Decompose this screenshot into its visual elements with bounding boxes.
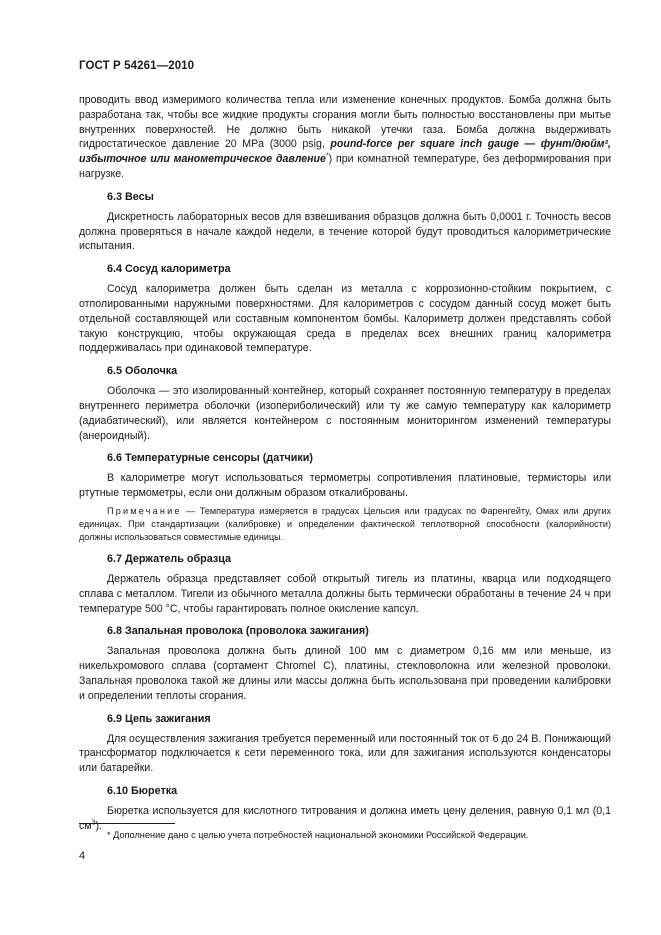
section-heading-6-8: 6.8 Запальная проволока (проволока зажигания) (107, 625, 369, 638)
note-paragraph (79, 505, 611, 544)
footnote-marker: * (325, 152, 329, 160)
document-id: ГОСТ Р 54261—2010 (79, 60, 195, 72)
superscript: 3 (91, 819, 96, 827)
note-label: Примечание (107, 505, 182, 516)
footnote-divider (79, 823, 175, 824)
document-body (79, 93, 611, 834)
section-text-6-6: В калориметре могут использоваться термометры сопротивления платиновые, термисторы или ртутные термометры, если они должным образом откалиброваны. (79, 472, 611, 500)
section-text-6-4: Сосуд калориметра должен быть сделан из металла с коррозионно-стойким покрытием, с отполированными наружными поверхностями. Для калориметров с сосудом данный сосуд может быть отдельной составляющей или составным компонентом бомбы. Калориметр должен представлять собой такую конструкцию, чтобы окружающая среда в пределах всех внешних границ калориметра поддерживалась при одинаковой температуре. (79, 283, 611, 355)
section-text-6-5: Оболочка — это изолированный контейнер, который сохраняет постоянную температуру в пределах внутреннего периметра оболочки (изопериболический) или ту же самую температуру как калориметр (адиабатический), или является контейнером с постоянным мониторингом изменений температуры (анероидный). (79, 385, 611, 442)
note-text: — Температура измеряется в градусах Цельсия или градусах по Фаренгейту, Омах или других единицах. При стандартизации (калибровке) и определении фактической теплотворной способности (калорийности) должны использоваться совместимые единицы. (79, 505, 611, 542)
section-text-6-10-end: ). (95, 819, 102, 832)
section-text-6-3: Дискретность лабораторных весов для взвешивания образцов должна быть 0,0001 г. Точность весов должна проверяться в начале каждой недели, в течение которой будут проводиться калориметрические испытания. (79, 210, 611, 253)
section-heading-6-10: 6.10 Бюретка (107, 784, 178, 797)
section-heading-6-3: 6.3 Весы (107, 190, 154, 203)
footnote: * Дополнение дано с целью учета потребностей национальной экономики Российской Федерации. (107, 830, 529, 840)
section-text-6-9: Для осуществления зажигания требуется переменный или постоянный ток от 6 до 24 В. Понижающий трансформатор подключается к сети переменного тока, или для зажигания используются конденсаторы или батарейки. (79, 732, 611, 775)
section-text-6-8: Запальная проволока должна быть длиной 100 мм с диаметром 0,16 мм или меньше, из никельхромового сплава (сортамент Chromel С), платины, стекловолокна или железной проволоки. Запальная проволока такой же длины или массы должна быть использована при проведении калибровки и определении теплоты сгорания. (79, 645, 611, 702)
section-heading-6-4: 6.4 Сосуд калориметра (107, 263, 231, 276)
intro-paragraph (79, 93, 611, 182)
section-heading-6-9: 6.9 Цепь зажигания (107, 712, 211, 725)
page-number: 4 (79, 850, 86, 862)
section-heading-6-6: 6.6 Температурные сенсоры (датчики) (107, 452, 314, 465)
section-text-6-7: Держатель образца представляет собой открытый тигель из платины, кварца или подходящего сплава с металлом. Тигели из обычного металла должны быть термически обработаны в течение 24 ч при температуре 500 °С, чтобы гарантировать полное окисление капсул. (79, 572, 611, 615)
intro-text: проводить ввод измеримого количества тепла или изменение конечных продуктов. Бомба должна быть разработана так, чтобы все жидкие продукты сгорания могли быть полностью восстановлены при мытье внутренних поверхностей. Не должно быть никакой утечки газа. Бомба должна выдерживать гидростатическое давление 20 MPa (3000 psig, (79, 94, 611, 151)
section-heading-6-7: 6.7 Держатель образца (107, 552, 232, 565)
section-text-6-10-main: Бюретка используется для кислотного титрования и должна иметь цену деления, равную 0,1 мл (0,1 см (79, 804, 611, 832)
intro-text-end: ) при комнатной температуре, без деформирования при нагрузке. (79, 153, 611, 180)
intro-emphasis: pound-force per square inch gauge — фунт/дюйм², избыточное или манометрическое давление (79, 138, 611, 166)
section-heading-6-5: 6.5 Оболочка (107, 365, 178, 378)
